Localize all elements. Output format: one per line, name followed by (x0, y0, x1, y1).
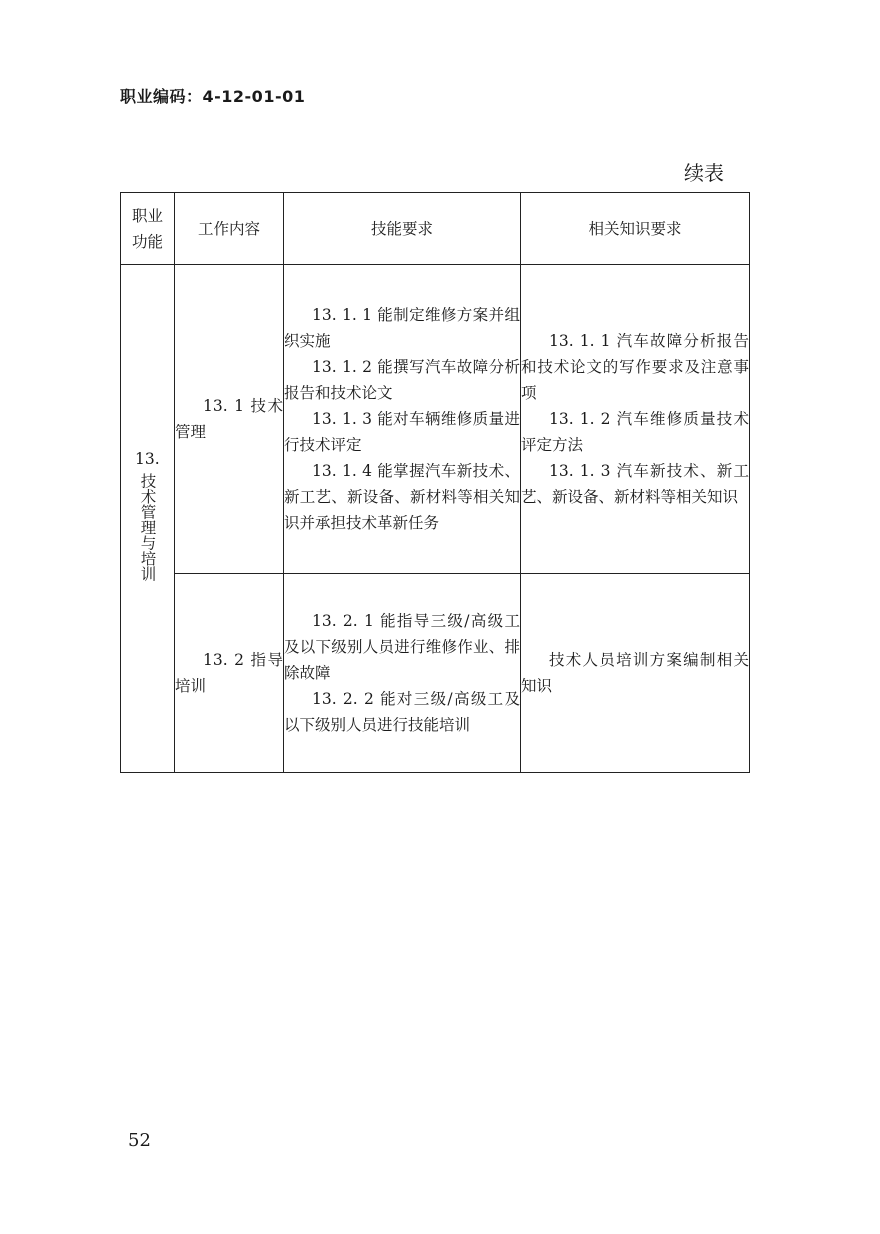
header-function-line2: 功能 (131, 232, 163, 251)
skill-item: 13. 1. 1 能制定维修方案并组织实施 (284, 306, 520, 350)
skills-standard-table (120, 192, 750, 773)
function-number: 13. (135, 450, 160, 469)
knowledge-requirements-cell (521, 574, 750, 773)
skill-item: 13. 1. 2 能撰写汽车故障分析报告和技术论文 (284, 358, 520, 402)
header-function-line1: 职业 (131, 206, 163, 225)
table-row (121, 265, 750, 574)
skill-requirements-cell (284, 265, 521, 574)
table-row (121, 574, 750, 773)
knowledge-item: 13. 1. 3 汽车新技术、新工艺、新设备、新材料等相关知识 (521, 462, 749, 506)
knowledge-requirements-cell (521, 265, 750, 574)
function-cell (121, 265, 175, 773)
knowledge-item: 技术人员培训方案编制相关知识 (521, 651, 749, 695)
work-content-training-guidance: 13. 2 指导培训 (175, 574, 284, 773)
page-number: 52 (128, 1130, 151, 1151)
skill-requirements-cell (284, 574, 521, 773)
function-name: 技术管理与培训 (138, 473, 157, 582)
knowledge-item: 13. 1. 2 汽车维修质量技术评定方法 (521, 410, 749, 454)
skill-item: 13. 2. 1 能指导三级/高级工及以下级别人员进行维修作业、排除故障 (284, 612, 520, 682)
table-header-row (121, 193, 750, 265)
knowledge-item: 13. 1. 1 汽车故障分析报告和技术论文的写作要求及注意事项 (521, 332, 749, 402)
header-knowledge-requirements: 相关知识要求 (521, 193, 750, 265)
header-work-content: 工作内容 (175, 193, 284, 265)
continued-table-label: 续表 (684, 161, 724, 185)
skill-item: 13. 2. 2 能对三级/高级工及以下级别人员进行技能培训 (284, 690, 520, 734)
skill-item: 13. 1. 3 能对车辆维修质量进行技术评定 (284, 410, 520, 454)
header-function (121, 193, 175, 265)
work-content-technical-management: 13. 1 技术管理 (175, 265, 284, 574)
occupation-code: 职业编码：4-12-01-01 (120, 87, 306, 106)
skill-item: 13. 1. 4 能掌握汽车新技术、新工艺、新设备、新材料等相关知识并承担技术革新任务 (284, 462, 520, 532)
header-skill-requirements: 技能要求 (284, 193, 521, 265)
